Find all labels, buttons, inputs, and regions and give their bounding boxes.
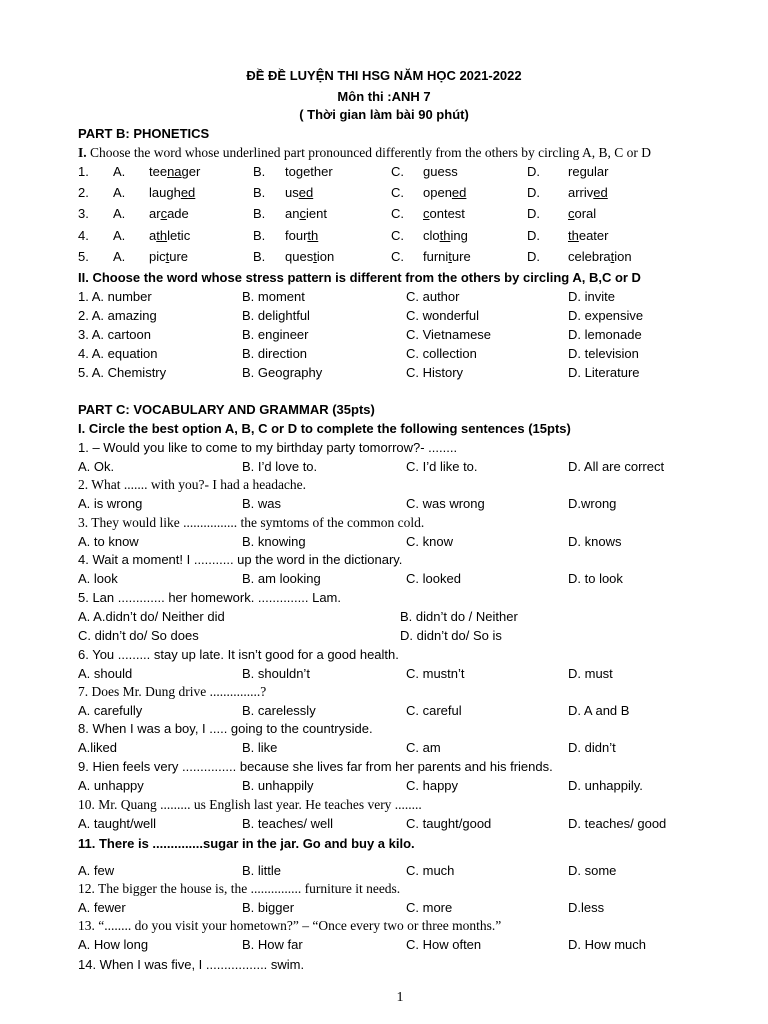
answer-option[interactable]: A. is wrong [78,496,143,511]
answer-option[interactable]: A. unhappy [78,778,144,793]
page-number: 1 [396,990,404,1005]
option-letter: C. [391,164,404,179]
answer-option[interactable]: B. like [242,740,278,755]
answer-option[interactable]: C. taught/good [406,816,492,831]
underlined-part: g [295,164,304,179]
answer-option[interactable]: A. How long [78,937,149,952]
underlined-part: ed [451,185,467,200]
stress-option[interactable]: C. wonderful [406,308,479,323]
answer-option[interactable]: D. didn’t do/ So is [400,628,502,643]
answer-option[interactable]: C. know [406,534,453,549]
stress-option[interactable]: 3. A. cartoon [78,327,151,342]
answer-option[interactable]: D. must [568,666,613,681]
answer-option[interactable]: C. happy [406,778,459,793]
answer-option[interactable]: B. bigger [242,900,295,915]
phonetics-item-number: 4. [78,228,89,243]
stress-option[interactable]: 5. A. Chemistry [78,365,167,380]
question-text: 12. The bigger the house is, the ............... furniture it needs. [78,881,401,896]
question-text: 11. There is ..............sugar in the jar. Go and buy a kilo. [78,836,415,851]
answer-option[interactable]: A. should [78,666,133,681]
answer-option[interactable]: C. I’d like to. [406,459,478,474]
answer-option[interactable]: B. shouldn’t [242,666,310,681]
part-c-heading: PART C: VOCABULARY AND GRAMMAR (35pts) [78,402,375,417]
answer-option[interactable]: B. was [242,496,282,511]
answer-option[interactable]: D.less [568,900,605,915]
phonetics-item-number: 2. [78,185,89,200]
option-letter: D. [527,164,540,179]
question-text: 1. – Would you like to come to my birthday party tomorrow?- ........ [78,440,458,455]
answer-option[interactable]: D. teaches/ good [568,816,667,831]
answer-option[interactable]: D. A and B [568,703,630,718]
option-letter: C. [391,228,404,243]
option-letter: A. [113,185,126,200]
option-letter: A. [113,164,126,179]
option-letter: C. [391,249,404,264]
question-text: 13. “........ do you visit your hometown?” – “Once every two or three months.” [78,918,502,933]
phonetics-word[interactable]: picture [149,249,189,264]
stress-option[interactable]: D. television [568,346,639,361]
question-text: 2. What ....... with you?- I had a headache. [78,477,307,492]
answer-option[interactable]: D. knows [568,534,622,549]
phonetics-word[interactable]: arcade [149,206,189,221]
underlined-part: ed [180,185,196,200]
underlined-part: c [160,206,168,221]
option-letter: B. [253,164,266,179]
answer-option[interactable]: C. am [406,740,441,755]
question-text: 9. Hien feels very ............... because she lives far from her parents and his friends. [78,759,553,774]
answer-option[interactable]: A. A.didn’t do/ Neither did [78,609,225,624]
answer-option[interactable]: A. look [78,571,118,586]
underlined-part: ed [593,185,608,200]
stress-option[interactable]: 1. A. number [78,289,152,304]
answer-option[interactable]: D. All are correct [568,459,665,474]
stress-option[interactable]: D. Literature [568,365,640,380]
stress-option[interactable]: B. direction [242,346,308,361]
stress-option[interactable]: B. Geography [242,365,323,380]
option-letter: D. [527,228,540,243]
exam-subject: Môn thi :ANH 7 [337,89,431,104]
stress-option[interactable]: B. moment [242,289,305,304]
answer-option[interactable]: C. careful [406,703,462,718]
phonetics-word[interactable]: celebration [568,249,632,264]
underlined-part: th [156,228,168,243]
option-letter: D. [527,185,540,200]
phonetics-word[interactable]: ancient [285,206,327,221]
answer-option[interactable]: C. looked [406,571,461,586]
underlined-part: th [307,228,319,243]
option-letter: A. [113,249,126,264]
answer-option[interactable]: A. to know [78,534,139,549]
underlined-part: t [313,249,317,264]
stress-option[interactable]: C. collection [406,346,477,361]
phonetics-word[interactable]: together [285,164,333,179]
answer-option[interactable]: D. to look [568,571,623,586]
option-letter: B. [253,228,266,243]
underlined-part: c [568,206,575,221]
option-letter: B. [253,206,266,221]
underlined-part: c [423,206,430,221]
phonetics-word[interactable]: regular [568,164,609,179]
option-letter: B. [253,249,266,264]
question-text: 8. When I was a boy, I ..... going to the countryside. [78,721,373,736]
question-text: 3. They would like ................ the symtoms of the common cold. [78,515,425,530]
phonetics-word[interactable]: laughed [149,185,196,200]
question-text: 14. When I was five, I ................. swim. [78,957,305,972]
stress-option[interactable]: D. expensive [568,308,644,323]
answer-option[interactable]: A. Ok. [78,459,115,474]
option-letter: A. [113,206,126,221]
phonetics-word[interactable]: teenager [149,164,201,179]
underlined-part: ed [298,185,314,200]
underlined-part: t [165,249,170,264]
answer-option[interactable]: A. few [78,863,115,878]
answer-option[interactable]: A.liked [78,740,118,755]
answer-option[interactable]: A. carefully [78,703,143,718]
answer-option[interactable]: A. fewer [78,900,126,915]
option-letter: B. [253,185,266,200]
phonetics-word[interactable]: athletic [149,228,191,243]
answer-option[interactable]: B. carelessly [242,703,316,718]
answer-option[interactable]: D. some [568,863,617,878]
phonetics-word[interactable]: theater [568,228,609,243]
answer-option[interactable]: B. I’d love to. [242,459,318,474]
part-b-heading: PART B: PHONETICS [78,126,210,141]
option-letter: C. [391,206,404,221]
option-letter: D. [527,206,540,221]
phonetics-word[interactable]: arrived [568,185,608,200]
answer-option[interactable]: B. little [242,863,282,878]
exam-time: ( Thời gian làm bài 90 phút) [299,107,469,122]
exam-title: ĐỀ ĐỀ LUYỆN THI HSG NĂM HỌC 2021-2022 [246,68,522,83]
underlined-part: t [610,249,615,264]
option-letter: C. [391,185,404,200]
answer-option[interactable]: C. much [406,863,455,878]
stress-option[interactable]: 2. A. amazing [78,308,157,323]
stress-option[interactable]: 4. A. equation [78,346,158,361]
answer-option[interactable]: B. unhappily [242,778,314,793]
question-text: 7. Does Mr. Dung drive ...............? [78,684,267,699]
answer-option[interactable]: B. didn’t do / Neither [400,609,518,624]
phonetics-item-number: 1. [78,164,89,179]
phonetics-instruction: I. Choose the word whose underlined part pronounced differently from the others by circling A, B, C or D [78,145,652,160]
stress-option[interactable]: D. invite [568,289,615,304]
underlined-part: na [167,164,182,179]
stress-option[interactable]: B. delightful [242,308,310,323]
answer-option[interactable]: B. am looking [242,571,321,586]
phonetics-word[interactable]: coral [568,206,597,221]
part-c-instruction: I. Circle the best option A, B, C or D to complete the following sentences (15pts) [78,421,571,436]
answer-option[interactable]: C. mustn’t [406,666,465,681]
answer-option[interactable]: B. knowing [242,534,306,549]
underlined-part: g [579,164,587,179]
stress-option[interactable]: C. Vietnamese [406,327,492,342]
answer-option[interactable]: C. How often [406,937,482,952]
answer-option[interactable]: B. How far [242,937,303,952]
stress-instruction: II. Choose the word whose stress pattern is different from the others by circling A, B,C or D [78,270,641,285]
answer-option[interactable]: D. unhappily. [568,778,643,793]
answer-option[interactable]: C. was wrong [406,496,485,511]
phonetics-word[interactable]: opened [423,185,467,200]
phonetics-word[interactable]: contest [423,206,465,221]
phonetics-word[interactable]: question [285,249,335,264]
phonetics-item-number: 3. [78,206,89,221]
underlined-part: th [568,228,579,243]
underlined-part: th [439,228,451,243]
phonetics-word[interactable]: clothing [423,228,468,243]
phonetics-word[interactable]: furniture [423,249,471,264]
underlined-part: c [299,206,306,221]
answer-option[interactable]: B. teaches/ well [242,816,334,831]
question-text: 6. You ......... stay up late. It isn’t good for a good health. [78,647,399,662]
phonetics-word[interactable]: fourth [285,228,319,243]
answer-option[interactable]: C. didn’t do/ So does [78,628,199,643]
answer-option[interactable]: D. didn’t [568,740,616,755]
answer-option[interactable]: D.wrong [568,496,617,511]
underlined-part: g [423,164,431,179]
question-text: 10. Mr. Quang ......... us English last year. He teaches very ........ [78,797,422,812]
option-letter: D. [527,249,540,264]
option-letter: A. [113,228,126,243]
answer-option[interactable]: D. How much [568,937,647,952]
stress-option[interactable]: C. History [406,365,464,380]
answer-option[interactable]: A. taught/well [78,816,157,831]
underlined-part: t [448,249,452,264]
question-text: 5. Lan ............. her homework. .............. Lam. [78,590,341,605]
stress-option[interactable]: C. author [406,289,460,304]
stress-option[interactable]: B. engineer [242,327,309,342]
phonetics-item-number: 5. [78,249,89,264]
stress-option[interactable]: D. lemonade [568,327,642,342]
phonetics-word[interactable]: guess [423,164,458,179]
question-text: 4. Wait a moment! I ........... up the word in the dictionary. [78,552,403,567]
answer-option[interactable]: C. more [406,900,453,915]
phonetics-word[interactable]: used [285,185,314,200]
